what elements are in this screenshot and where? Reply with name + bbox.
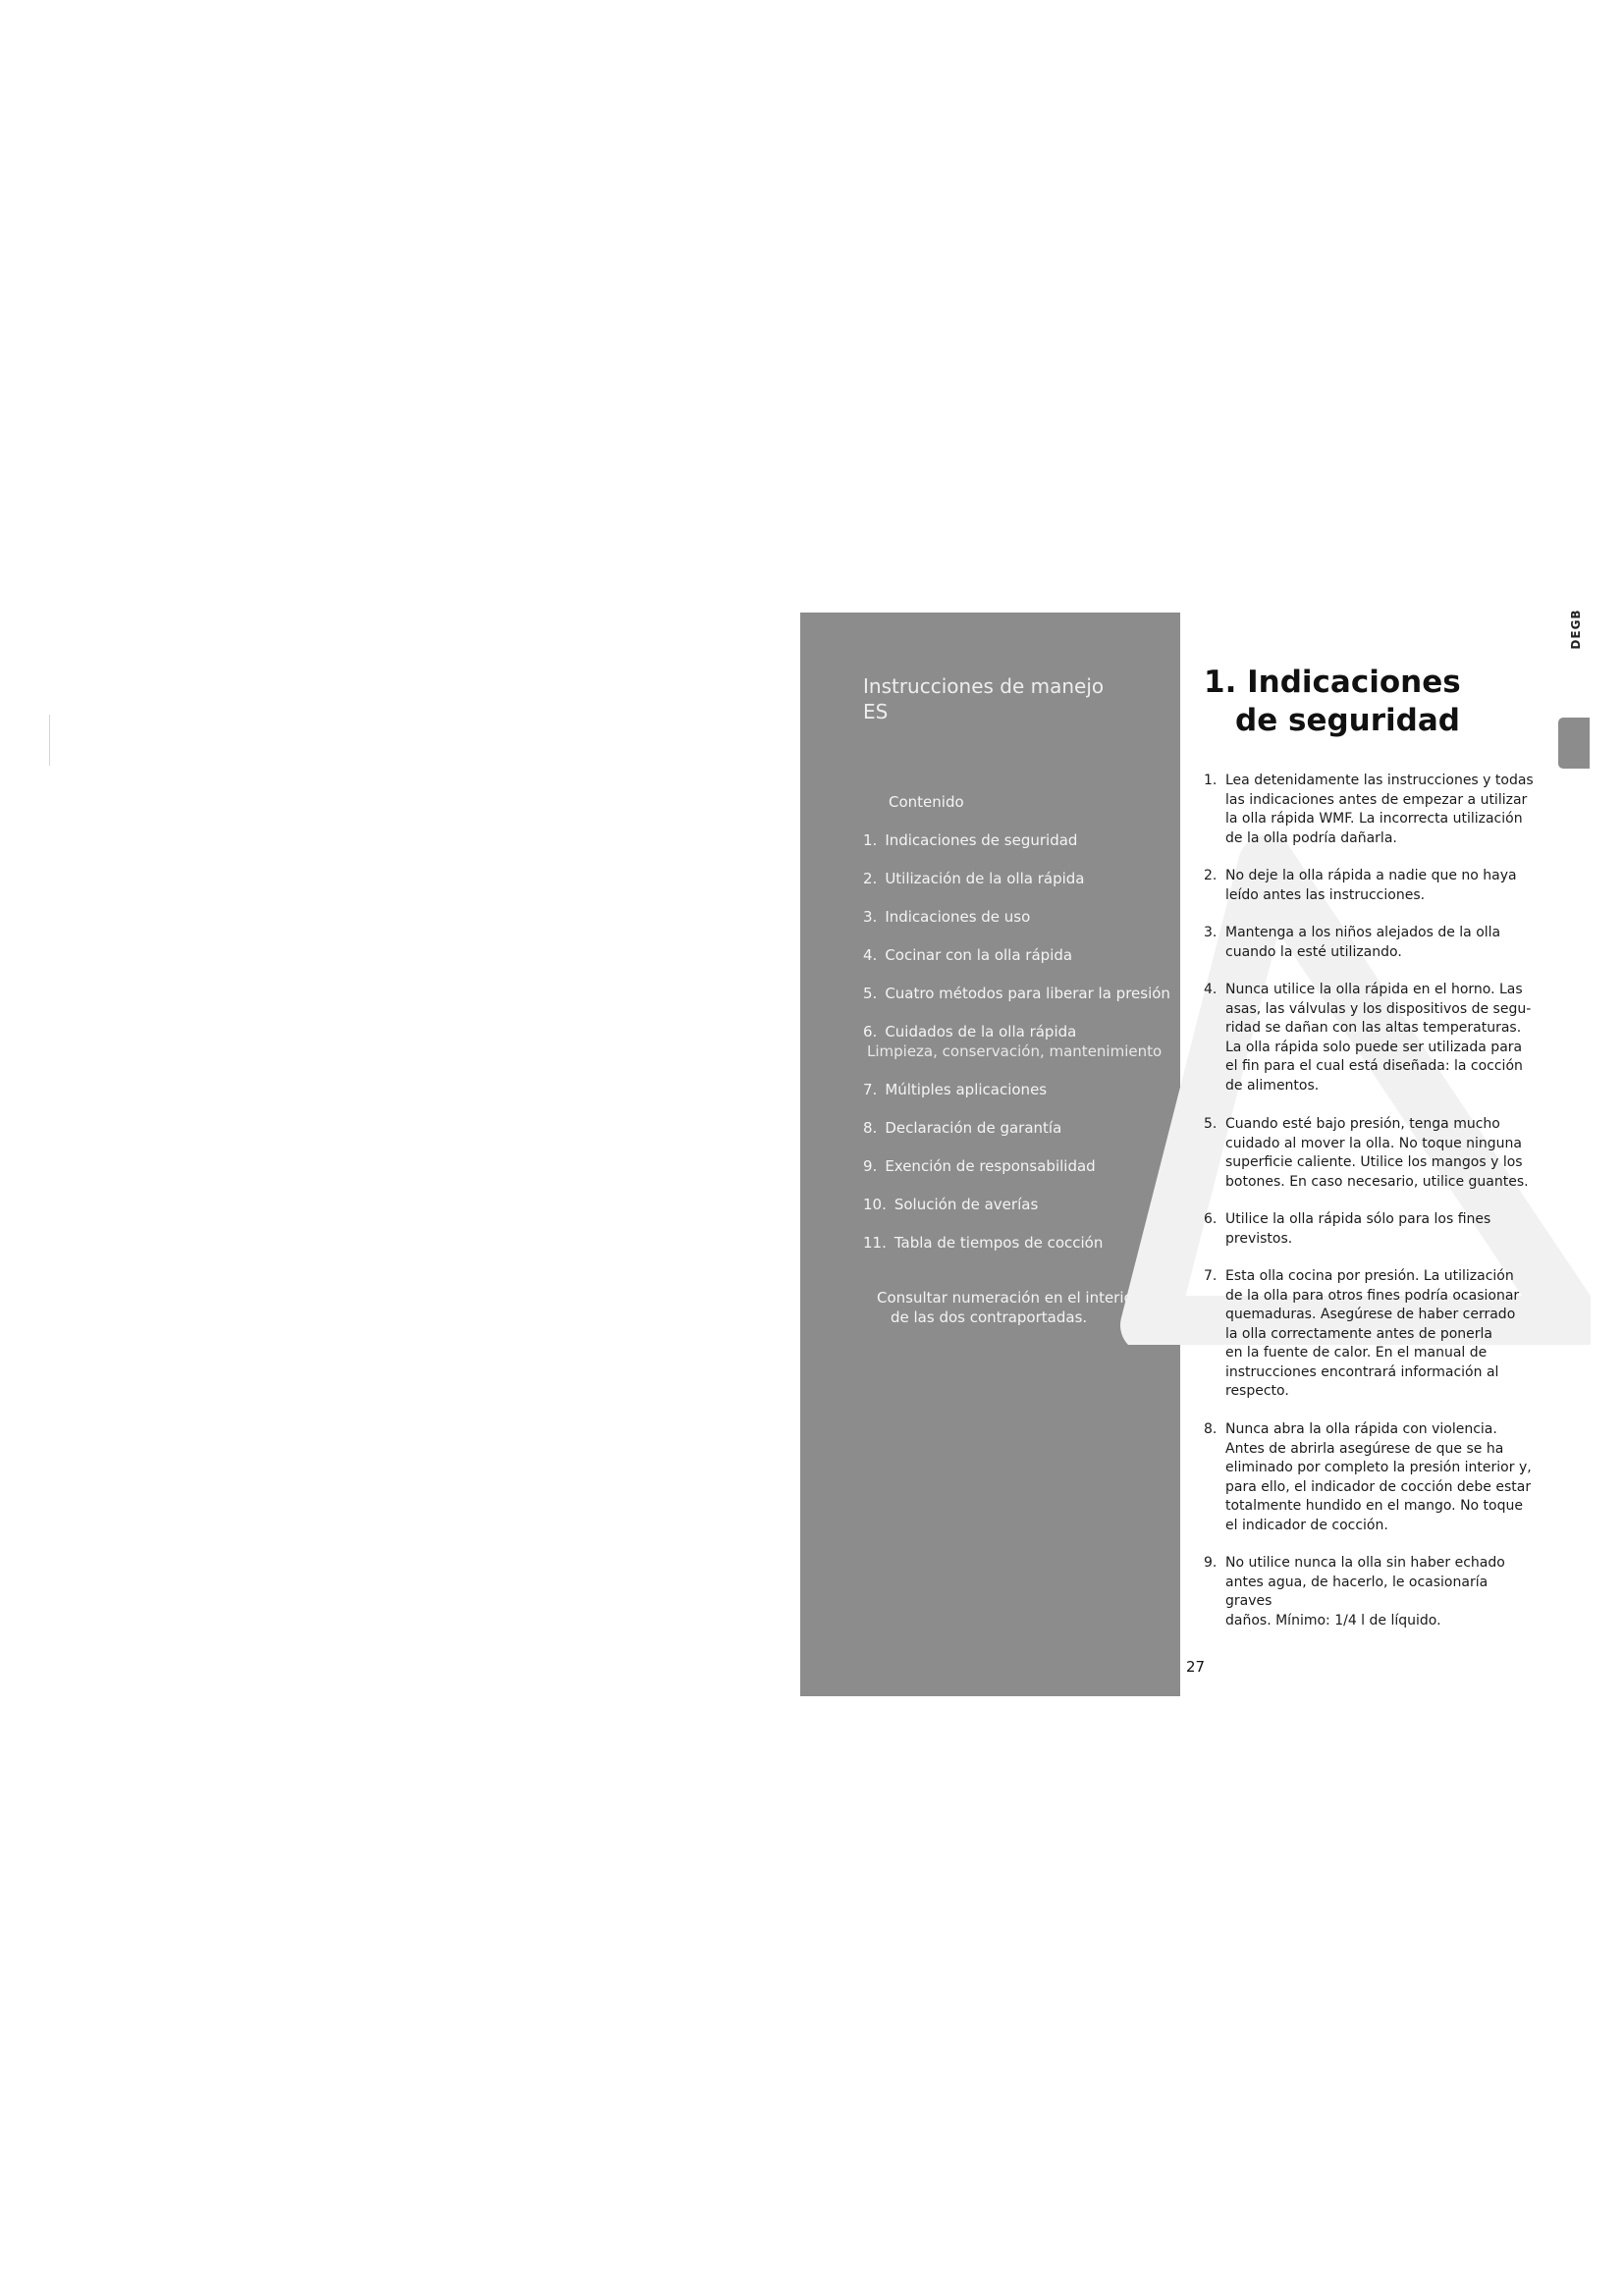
section-tab-marker (1558, 718, 1590, 769)
margin-mark (49, 715, 50, 766)
safety-item-text: No utilice nunca la olla sin haber echado antes agua, de hacerlo, le ocasionaría graves daños. Mínimo: 1/4 l de líquido. (1225, 1555, 1505, 1629)
toc-item-sublabel: Limpieza, conservación, mantenimiento (867, 1042, 1163, 1060)
safety-item (1204, 1210, 1538, 1249)
toc-item-number: 2. (863, 870, 878, 887)
manual-title: Instrucciones de manejo (863, 674, 1105, 698)
safety-item-text: Mantenga a los niños alejados de la olla cuando la esté utilizando. (1225, 925, 1501, 960)
safety-item-text: Cuando esté bajo presión, tenga mucho cuidado al mover la olla. No toque ninguna superficie caliente. Utilice los mangos y los botones. En caso necesario, utilice guantes. (1225, 1116, 1529, 1190)
toc-item-number: 11. (863, 1234, 887, 1252)
toc-item-label: Declaración de garantía (885, 1119, 1062, 1137)
section-content (1204, 664, 1538, 1629)
safety-item-number: 8. (1204, 1421, 1218, 1437)
safety-item-number: 5. (1204, 1116, 1218, 1132)
safety-item-number: 6. (1204, 1211, 1218, 1227)
toc-item-number: 7. (863, 1081, 878, 1098)
toc-item-label: Solución de averías (893, 1196, 1039, 1213)
safety-item-text: No deje la olla rápida a nadie que no haya leído antes las instrucciones. (1225, 868, 1517, 903)
toc-note-line-1: Consultar numeración en el interior (877, 1289, 1139, 1307)
safety-item (1204, 981, 1538, 1095)
toc-item-number: 1. (863, 831, 878, 849)
toc-item-label: Exención de responsabilidad (885, 1157, 1096, 1175)
toc-item-label: Utilización de la olla rápida (885, 870, 1085, 887)
toc-item-number: 4. (863, 946, 878, 964)
safety-item-text: Esta olla cocina por presión. La utilización de la olla para otros fines podría ocasionar quemaduras. Asegúrese de haber cerrado la olla correctamente antes de ponerla en la fuente de calor. En el manual de instrucciones encontrará información al respecto. (1225, 1268, 1520, 1399)
toc-item-label: Cocinar con la olla rápida (885, 946, 1073, 964)
toc-item-number: 3. (863, 908, 878, 926)
toc-item-label: Cuidados de la olla rápida (885, 1023, 1077, 1041)
safety-item (1204, 924, 1538, 962)
toc-item-number: 5. (863, 985, 878, 1002)
safety-item-text: Utilice la olla rápida sólo para los fines previstos. (1225, 1211, 1491, 1247)
safety-item (1204, 1115, 1538, 1192)
toc-item-label: Indicaciones de uso (885, 908, 1031, 926)
toc-item-number: 6. (863, 1023, 878, 1041)
toc-item-number: 10. (863, 1196, 887, 1213)
toc-note-line-2: de las dos contraportadas. (891, 1308, 1088, 1326)
toc-item-number: 9. (863, 1157, 878, 1175)
safety-item-text: Lea detenidamente las instrucciones y todas las indicaciones antes de empezar a utilizar la olla rápida WMF. La incorrecta utilización de la olla podría dañarla. (1225, 773, 1534, 846)
safety-item (1204, 1420, 1538, 1535)
safety-item-number: 2. (1204, 868, 1218, 883)
toc-item-label: Cuatro métodos para liberar la presión (885, 985, 1170, 1002)
toc-item-label: Tabla de tiempos de cocción (893, 1234, 1104, 1252)
toc-item-label: Múltiples aplicaciones (885, 1081, 1048, 1098)
toc-item-label: Indicaciones de seguridad (885, 831, 1078, 849)
safety-item-number: 4. (1204, 982, 1218, 997)
safety-item-number: 9. (1204, 1555, 1218, 1571)
safety-item-number: 3. (1204, 925, 1218, 940)
safety-item (1204, 772, 1538, 848)
safety-item (1204, 867, 1538, 905)
language-code-vertical (1566, 607, 1586, 652)
safety-item-number: 1. (1204, 773, 1218, 788)
safety-item-number: 7. (1204, 1268, 1218, 1284)
toc-heading: Contenido (889, 793, 964, 811)
language-code: ES (863, 700, 889, 723)
language-code-label: DEGB (1569, 609, 1583, 650)
safety-item (1204, 1267, 1538, 1402)
page-number: 27 (1186, 1658, 1206, 1676)
safety-item (1204, 1554, 1538, 1630)
section-title-line-1: 1. Indicaciones (1204, 665, 1461, 700)
safety-item-text: Nunca abra la olla rápida con violencia. Antes de abrirla asegúrese de que se ha eliminado por completo la presión interior y, para ello, el indicador de cocción debe estar totalmente hundido en el mango. No toque el indicador de cocción. (1225, 1421, 1532, 1533)
toc-item-number: 8. (863, 1119, 878, 1137)
section-title (1204, 664, 1538, 740)
safety-item-text: Nunca utilice la olla rápida en el horno. Las asas, las válvulas y los dispositivos de segu- ridad se dañan con las altas temperaturas. La olla rápida solo puede ser utilizada para el fin para el cual está diseñada: la cocción de alimentos. (1225, 982, 1532, 1094)
section-title-line-2: de seguridad (1235, 703, 1460, 738)
